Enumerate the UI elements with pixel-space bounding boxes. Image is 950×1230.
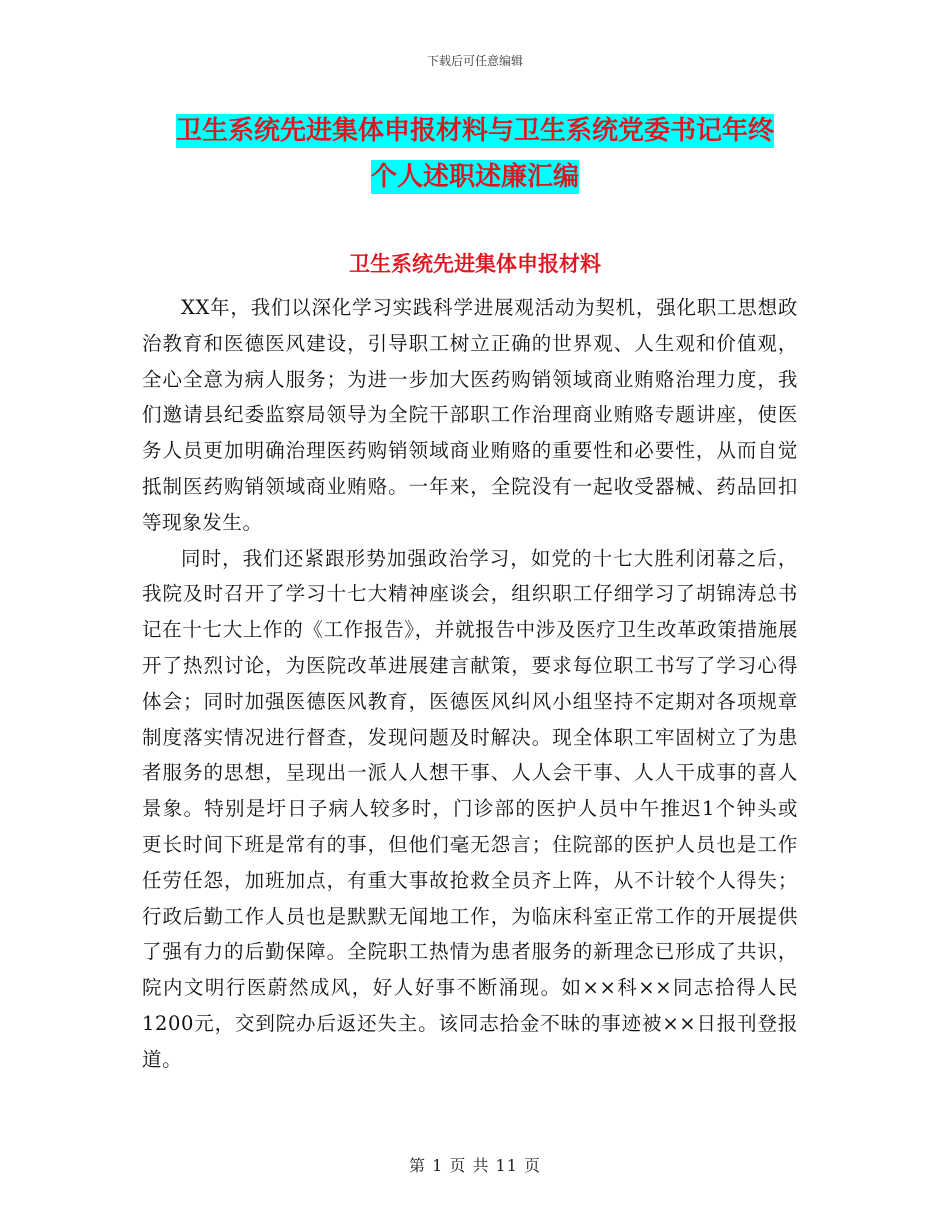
document-title-line-2: 个人述职述廉汇编 bbox=[370, 162, 579, 192]
header-note: 下载后可任意编辑 bbox=[426, 54, 523, 68]
document-title-line-1: 卫生系统先进集体申报材料与卫生系统党委书记年终 bbox=[175, 116, 774, 146]
paragraph-1: XX年，我们以深化学习实践科学进展观活动为契机，强化职工思想政治教育和医德医风建设，引导职工树立正确的世界观、人生观和价值观，全心全意为病人服务；为进一步加大医药购销领域商业贿赂治理力度，我们邀请县纪委监察局领导为全院干部职工作治理商业贿赂专题讲座，使医务人员更加明确治理医药购销领域商业贿赂的重要性和必要性，从而自觉抵制医药购销领域商业贿赂。一年来，全院没有一起收受器械、药品回扣等现象发生。 bbox=[142, 296, 798, 534]
section-heading: 卫生系统先进集体申报材料 bbox=[349, 252, 601, 276]
paragraph-2: 同时，我们还紧跟形势加强政治学习，如党的十七大胜利闭幕之后，我院及时召开了学习十七大精神座谈会，组织职工仔细学习了胡锦涛总书记在十七大上作的《工作报告》，并就报告中涉及医疗卫生改革政策措施展开了热烈讨论，为医院改革进展建言献策，要求每位职工书写了学习心得体会；同时加强医德医风教育，医德医风纠风小组坚持不定期对各项规章制度落实情况进行督查，发现问题及时解决。现全体职工牢固树立了为患者服务的思想，呈现出一派人人想干事、人人会干事、人人干成事的喜人景象。特别是圩日子病人较多时，门诊部的医护人员中午推迟1个钟头或更长时间下班是常有的事，但他们毫无怨言；住院部的医护人员也是工作任劳任怨，加班加点，有重大事故抢救全员齐上阵，从不计较个人得失；行政后勤工作人员也是默默无闻地工作，为临床科室正常工作的开展提供了强有力的后勤保障。全院职工热情为患者服务的新理念已形成了共识，院内文明行医蔚然成风，好人好事不断涌现。如××科××同志拾得人民1200元，交到院办后返还失主。该同志拾金不昧的事迹被××日报刊登报道。 bbox=[142, 546, 798, 1071]
document-title bbox=[140, 108, 810, 200]
body-text bbox=[142, 290, 798, 1078]
page-number-footer: 第 1 页 共 11 页 bbox=[409, 1156, 541, 1175]
